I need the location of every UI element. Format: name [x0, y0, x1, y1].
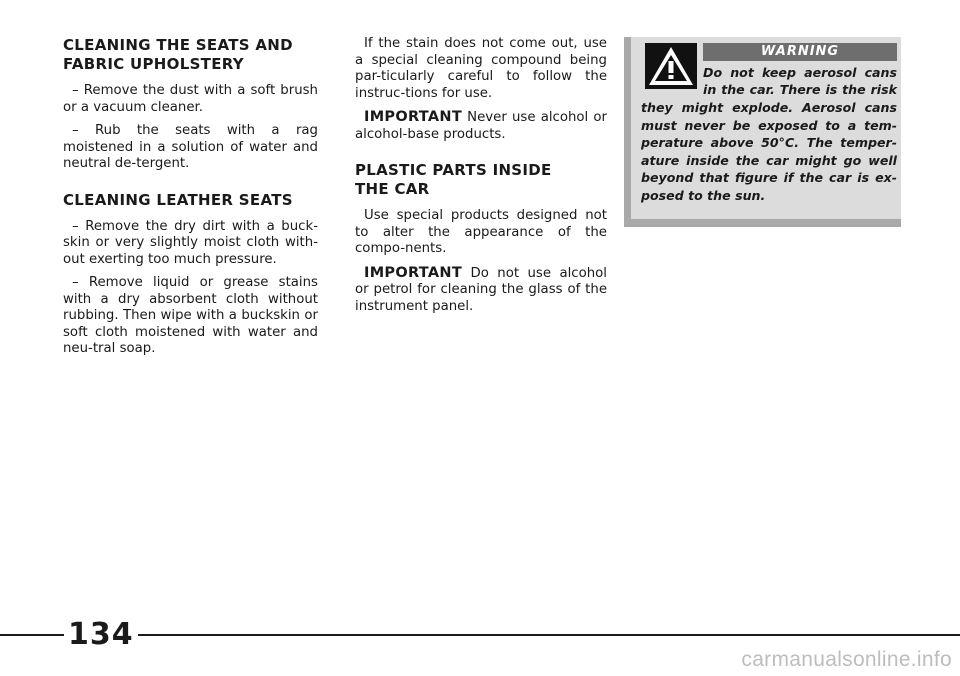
warning-box-body	[631, 37, 901, 219]
paragraph-remove-dry-dirt: – Remove the dry dirt with a buck-skin or very slightly moist cloth with-out exerting too much pressure.	[63, 218, 318, 267]
heading-cleaning-leather-seats: CLEANING LEATHER SEATS	[63, 190, 293, 209]
middle-column	[355, 36, 607, 322]
paragraph-remove-dust: – Remove the dust with a soft brush or a vacuum cleaner.	[63, 83, 318, 115]
paragraph-special-products: Use special products designed not to alter the appearance of the compo-nents.	[355, 208, 607, 256]
page-number: 134	[64, 617, 138, 653]
paragraph-important-petrol	[355, 265, 607, 316]
watermark: carmanualsonline.info	[741, 648, 952, 671]
warning-title: WARNING	[703, 43, 897, 61]
footer-rule	[0, 634, 960, 636]
paragraph-rub-seats: – Rub the seats with a rag moistened in a solution of water and neutral de-tergent.	[63, 123, 318, 171]
important-label: IMPORTANT	[364, 109, 463, 125]
paragraph-remove-stains: – Remove liquid or grease stains with a dry absorbent cloth without rubbing. Then wipe with a buckskin or soft cloth moistened with water and neu-tral soap.	[63, 275, 318, 356]
warning-triangle-icon	[645, 43, 697, 89]
warning-box	[631, 37, 901, 227]
warning-text-intro: Do not keep aerosol cans in the car. There is the risk	[703, 65, 897, 97]
important-text: Do not use alcohol or petrol for cleaning the glass of the instrument panel.	[355, 265, 607, 314]
warning-box-shadow	[624, 37, 631, 227]
warning-box-shadow	[624, 219, 901, 227]
paragraph-stain-compound: If the stain does not come out, use a special cleaning compound being par-ticularly careful to follow the instruc-tions for use.	[355, 36, 607, 101]
important-text: Never use alcohol or alcohol-base products.	[355, 110, 607, 142]
important-label: IMPORTANT	[364, 264, 463, 281]
heading-plastic-parts: PLASTIC PARTS INSIDE THE CAR	[355, 161, 552, 198]
left-column	[63, 36, 318, 365]
warning-text-body: they might explode. Aerosol cans must never be exposed to a tem-perature above 50°C. The temper-ature inside the car might go well beyond that figure if the car is ex-posed to the sun.	[641, 100, 897, 203]
heading-cleaning-fabric-seats: CLEANING THE SEATS AND FABRIC UPHOLSTERY	[63, 36, 293, 73]
paragraph-important-alcohol	[355, 109, 607, 143]
